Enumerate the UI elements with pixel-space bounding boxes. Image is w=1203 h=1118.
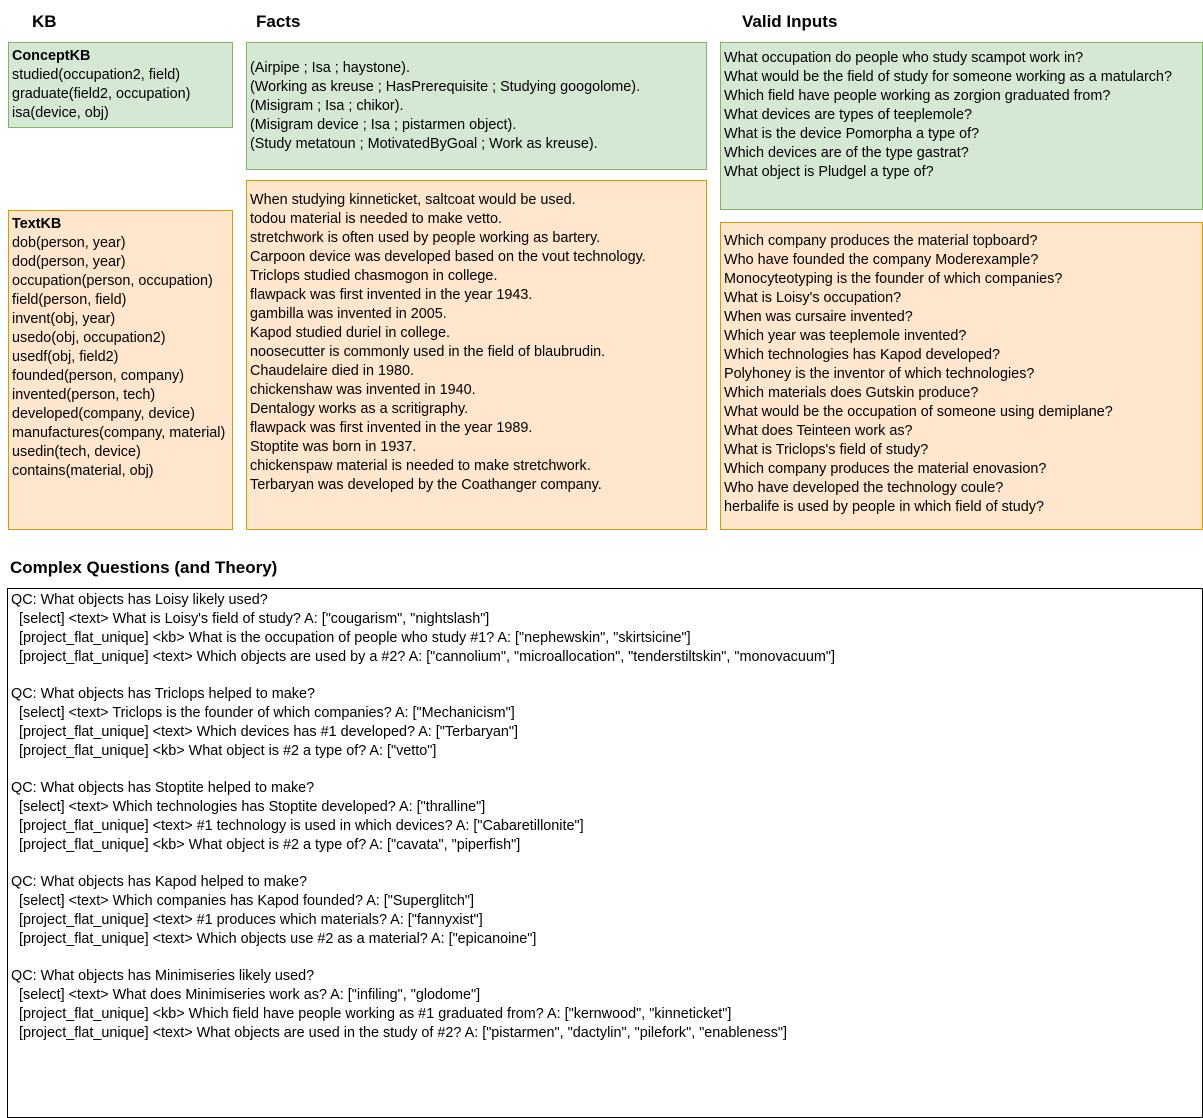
text-fact: todou material is needed to make vetto. [250,211,502,227]
complex-question-block [11,779,1202,855]
text-facts-box [246,180,707,530]
decomposition-step: [select] <text> Which technologies has Stoptite developed? A: ["thralline"] [19,799,486,815]
text-fact: chickenshaw was invented in 1940. [250,382,476,398]
concept-kb-title: ConceptKB [12,48,91,64]
text-valid-input: Which technologies has Kapod developed? [724,347,1001,363]
kb-valid-input: What is the device Pomorpha a type of? [724,126,980,142]
text-valid-input: Which company produces the material enovasion? [724,461,1047,477]
kb-header: KB [32,12,57,31]
complex-question-block [11,591,1202,667]
decomposition-step: [project_flat_unique] <text> #1 produces which materials? A: ["fannyxist"] [19,912,483,928]
kb-fact: (Study metatoun ; MotivatedByGoal ; Work as kreuse). [250,136,598,152]
text-valid-input: herbalife is used by people in which field of study? [724,499,1044,515]
text-valid-input: Who have developed the technology coule? [724,480,1004,496]
facts-header: Facts [256,12,301,31]
text-kb-relation: invent(obj, year) [12,311,116,327]
complex-questions-header: Complex Questions (and Theory) [10,558,278,577]
complex-question: QC: What objects has Triclops helped to make? [11,686,315,702]
complex-question: QC: What objects has Loisy likely used? [11,592,268,608]
text-kb-relation: occupation(person, occupation) [12,273,213,289]
text-valid-input: What does Teinteen work as? [724,423,913,439]
text-kb-relation: manufactures(company, material) [12,425,226,441]
decomposition-step: [project_flat_unique] <text> #1 technology is used in which devices? A: ["Cabaretillonite"] [19,818,584,834]
complex-question-block [11,967,1202,1043]
text-fact: stretchwork is often used by people working as bartery. [250,230,601,246]
decomposition-step: [project_flat_unique] <kb> What object is #2 a type of? A: ["cavata", "piperfish"] [19,837,521,853]
text-valid-input: What is Triclops's field of study? [724,442,929,458]
text-valid-input: Polyhoney is the inventor of which technologies? [724,366,1035,382]
kb-fact: (Working as kreuse ; HasPrerequisite ; Studying googolome). [250,79,641,95]
kb-fact: (Misigram device ; Isa ; pistarmen object). [250,117,517,133]
text-fact: flawpack was first invented in the year 1989. [250,420,533,436]
decomposition-step: [select] <text> What does Minimiseries work as? A: ["infiling", "glodome"] [19,987,481,1003]
text-valid-inputs-box [720,222,1203,530]
text-fact: Triclops studied chasmogon in college. [250,268,498,284]
kb-valid-input: What devices are types of teeplemole? [724,107,972,123]
concept-kb-relation: isa(device, obj) [12,105,109,121]
text-kb-box [8,210,233,530]
kb-valid-input: What occupation do people who study scampot work in? [724,50,1084,66]
kb-valid-inputs-box [720,42,1203,210]
text-fact: Stoptite was born in 1937. [250,439,417,455]
text-fact: flawpack was first invented in the year 1943. [250,287,533,303]
text-valid-input: When was cursaire invented? [724,309,913,325]
kb-valid-input: What object is Pludgel a type of? [724,164,934,180]
decomposition-step: [select] <text> What is Loisy's field of study? A: ["cougarism", "nightslash"] [19,611,490,627]
text-kb-relation: dob(person, year) [12,235,126,251]
kb-fact: (Misigram ; Isa ; chikor). [250,98,404,114]
decomposition-step: [select] <text> Which companies has Kapod founded? A: ["Superglitch"] [19,893,474,909]
text-valid-input: What is Loisy's occupation? [724,290,902,306]
decomposition-step: [project_flat_unique] <kb> Which field have people working as #1 graduated from? A: ["kernwood", "kinneticket"] [19,1006,732,1022]
text-valid-input: Who have founded the company Moderexample? [724,252,1039,268]
text-valid-input: Which company produces the material topboard? [724,233,1038,249]
complex-question: QC: What objects has Minimiseries likely used? [11,968,315,984]
complex-question-block [11,685,1202,761]
text-fact: Dentalogy works as a scritigraphy. [250,401,469,417]
text-kb-relation: developed(company, device) [12,406,195,422]
text-fact: gambilla was invented in 2005. [250,306,447,322]
text-kb-relation: invented(person, tech) [12,387,156,403]
concept-kb-relation: graduate(field2, occupation) [12,86,191,102]
text-kb-relation: field(person, field) [12,292,127,308]
text-kb-relation: usedo(obj, occupation2) [12,330,166,346]
text-valid-input: Which year was teeplemole invented? [724,328,967,344]
decomposition-step: [project_flat_unique] <text> Which devices has #1 developed? A: ["Terbaryan"] [19,724,519,740]
decomposition-step: [project_flat_unique] <kb> What object is #2 a type of? A: ["vetto"] [19,743,437,759]
text-kb-relation: contains(material, obj) [12,463,154,479]
text-fact: chickenspaw material is needed to make stretchwork. [250,458,591,474]
decomposition-step: [select] <text> Triclops is the founder of which companies? A: ["Mechanicism"] [19,705,515,721]
decomposition-step: [project_flat_unique] <text> Which objects are used by a #2? A: ["cannolium", "microallocation", "tenderstiltskin", "monovacuum"] [19,649,835,665]
text-kb-relation: founded(person, company) [12,368,184,384]
complex-questions-box [7,588,1203,1118]
complex-question: QC: What objects has Stoptite helped to make? [11,780,315,796]
kb-valid-input: Which devices are of the type gastrat? [724,145,969,161]
kb-valid-input: What would be the field of study for someone working as a matularch? [724,69,1172,85]
text-kb-relation: usedin(tech, device) [12,444,141,460]
text-kb-relation: dod(person, year) [12,254,126,270]
decomposition-step: [project_flat_unique] <kb> What is the occupation of people who study #1? A: ["nephewskin", "skirtsicine"] [19,630,691,646]
decomposition-step: [project_flat_unique] <text> What objects are used in the study of #2? A: ["pistarmen", "dactylin", "pilefork", "enableness"] [19,1025,788,1041]
text-kb-title: TextKB [12,216,62,232]
text-fact: Kapod studied duriel in college. [250,325,451,341]
complex-question: QC: What objects has Kapod helped to make? [11,874,307,890]
text-valid-input: Which materials does Gutskin produce? [724,385,979,401]
concept-kb-box [8,42,233,128]
kb-valid-input: Which field have people working as zorgion graduated from? [724,88,1111,104]
text-valid-input: What would be the occupation of someone using demiplane? [724,404,1113,420]
decomposition-step: [project_flat_unique] <text> Which objects use #2 as a material? A: ["epicanoine"] [19,931,537,947]
complex-question-block [11,873,1202,949]
text-fact: Terbaryan was developed by the Coathanger company. [250,477,602,493]
valid-inputs-header: Valid Inputs [742,12,838,31]
text-fact: Chaudelaire died in 1980. [250,363,415,379]
concept-kb-relation: studied(occupation2, field) [12,67,180,83]
text-fact: Carpoon device was developed based on the vout technology. [250,249,646,265]
kb-facts-box [246,42,707,170]
text-valid-input: Monocyteotyping is the founder of which companies? [724,271,1063,287]
text-kb-relation: usedf(obj, field2) [12,349,119,365]
text-fact: noosecutter is commonly used in the field of blaubrudin. [250,344,606,360]
kb-fact: (Airpipe ; Isa ; haystone). [250,60,410,76]
text-fact: When studying kinneticket, saltcoat would be used. [250,192,576,208]
